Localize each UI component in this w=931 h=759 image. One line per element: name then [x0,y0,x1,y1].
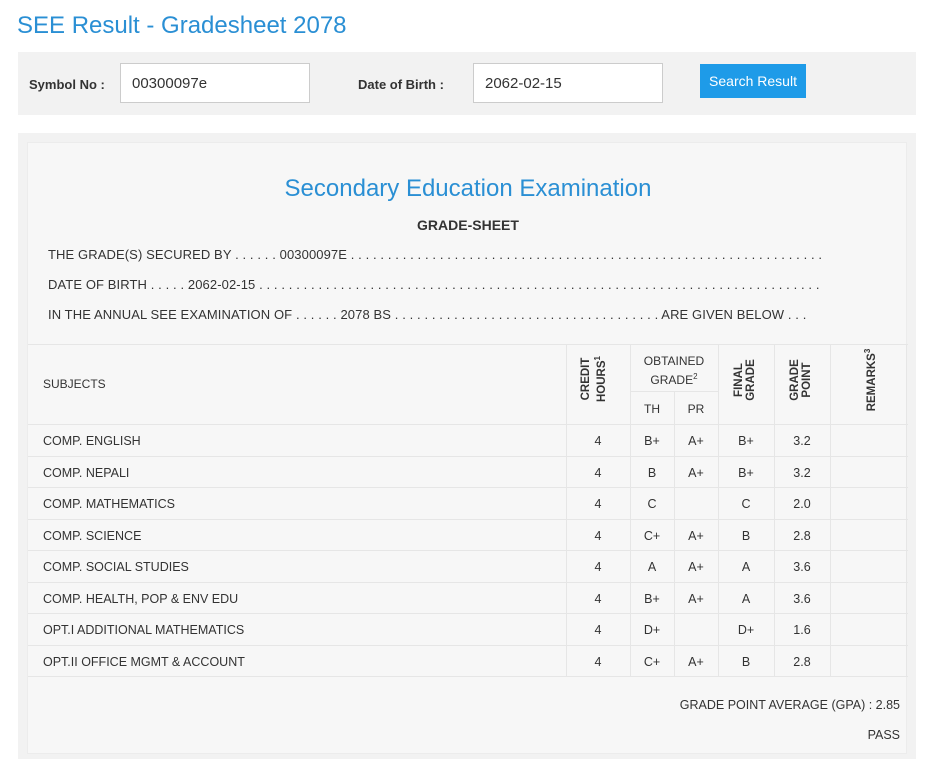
credit-hours-cell: 4 [594,465,602,480]
grades-table [28,344,908,677]
grade-point-cell: 2.8 [793,654,811,669]
final-grade-cell: B [741,528,751,543]
pr-header: PR [687,402,705,416]
table-row [28,457,908,489]
pr-grade-cell: A+ [688,591,704,606]
th-grade-cell: C [647,497,657,511]
grade-point-cell: 3.2 [793,434,811,448]
final-grade-cell: A [741,591,751,606]
grade-point-cell: 3.6 [793,591,811,606]
gradesheet [27,142,907,754]
subject-cell: COMP. SOCIAL STUDIES [43,560,189,574]
gpa-summary: GRADE POINT AVERAGE (GPA) : 2.85 [679,698,900,712]
final-grade-header: FINAL GRADE [733,359,757,401]
credit-hours-cell: 4 [594,434,602,448]
th-grade-cell: C+ [643,654,661,669]
subject-cell: OPT.II OFFICE MGMT & ACCOUNT [43,654,245,669]
table-header [28,344,908,425]
th-header: TH [644,402,660,416]
table-row [28,488,908,520]
table-row [28,520,908,552]
grades-secured-line: THE GRADE(S) SECURED BY . . . . . . 00300097E . . . . . . . . . . . . . . . . . . . . . . . . . . . . . . . . . . . . . . . . . . . . . . . . . . . . . . . . . . . . . . . . [48,247,823,262]
th-grade-cell: D+ [643,623,661,637]
table-row [28,646,908,678]
gradesheet-panel [18,133,916,759]
th-grade-cell: B+ [644,434,660,448]
credit-hours-cell: 4 [594,591,602,606]
final-grade-cell: A [741,560,751,574]
pr-grade-cell: A+ [688,528,704,543]
subject-cell: COMP. ENGLISH [43,434,141,448]
dob-input[interactable] [473,63,663,103]
symbol-no-label: Symbol No : [29,77,105,92]
th-grade-cell: C+ [643,528,661,543]
dob-line: DATE OF BIRTH . . . . . 2062-02-15 . . . . . . . . . . . . . . . . . . . . . . . . . . . . . . . . . . . . . . . . . . . . . . . . . . . . . . . . . . . . . . . . . . . . . . . . . . . . [48,277,820,292]
grade-point-header: GRADE POINT [789,359,813,401]
page-title: SEE Result - Gradesheet 2078 [17,12,347,39]
exam-year-line: IN THE ANNUAL SEE EXAMINATION OF . . . . . . 2078 BS . . . . . . . . . . . . . . . . . . . . . . . . . . . . . . . . . . . . ARE GIVEN BELOW . . . [48,307,807,322]
remarks-header: REMARKS$^3$ [863,348,878,412]
credit-hours-cell: 4 [594,528,602,543]
table-row [28,583,908,615]
final-grade-cell: B+ [738,465,754,480]
grade-point-cell: 2.0 [793,497,811,511]
search-form [18,52,916,115]
final-grade-cell: B [741,654,751,669]
credit-hours-header: CREDIT HOURS$^1$ [580,356,608,402]
search-result-button[interactable]: Search Result [700,64,806,98]
credit-hours-cell: 4 [594,623,602,637]
credit-hours-cell: 4 [594,654,602,669]
subjects-header: SUBJECTS [43,377,106,391]
th-grade-cell: A [647,560,657,574]
credit-hours-cell: 4 [594,560,602,574]
subject-cell: COMP. MATHEMATICS [43,497,175,511]
grade-point-cell: 2.8 [793,528,811,543]
pr-grade-cell: A+ [688,560,704,574]
symbol-no-input[interactable] [120,63,310,103]
table-body [28,425,908,677]
grade-point-cell: 3.6 [793,560,811,574]
pr-grade-cell: A+ [688,465,704,480]
credit-hours-cell: 4 [594,497,602,511]
subject-cell: COMP. HEALTH, POP & ENV EDU [43,591,239,606]
table-row [28,551,908,583]
th-grade-cell: B+ [644,591,660,606]
table-row [28,614,908,646]
table-row [28,425,908,457]
final-grade-cell: D+ [737,623,755,637]
result-status: PASS [867,728,900,742]
subject-cell: COMP. NEPALI [43,465,130,480]
final-grade-cell: B+ [738,434,754,448]
th-grade-cell: B [647,465,657,480]
subject-cell: OPT.I ADDITIONAL MATHEMATICS [43,623,245,637]
dob-label: Date of Birth : [358,77,444,92]
obtained-grade-header: OBTAINED GRADE$^2$ [643,354,705,387]
gradesheet-heading: GRADE-SHEET [417,217,519,233]
grade-point-cell: 1.6 [793,623,811,637]
final-grade-cell: C [741,497,751,511]
pr-grade-cell: A+ [688,434,704,448]
grade-point-cell: 3.2 [793,465,811,480]
exam-title: Secondary Education Examination [284,175,652,202]
pr-grade-cell: A+ [688,654,704,669]
subject-cell: COMP. SCIENCE [43,528,142,543]
